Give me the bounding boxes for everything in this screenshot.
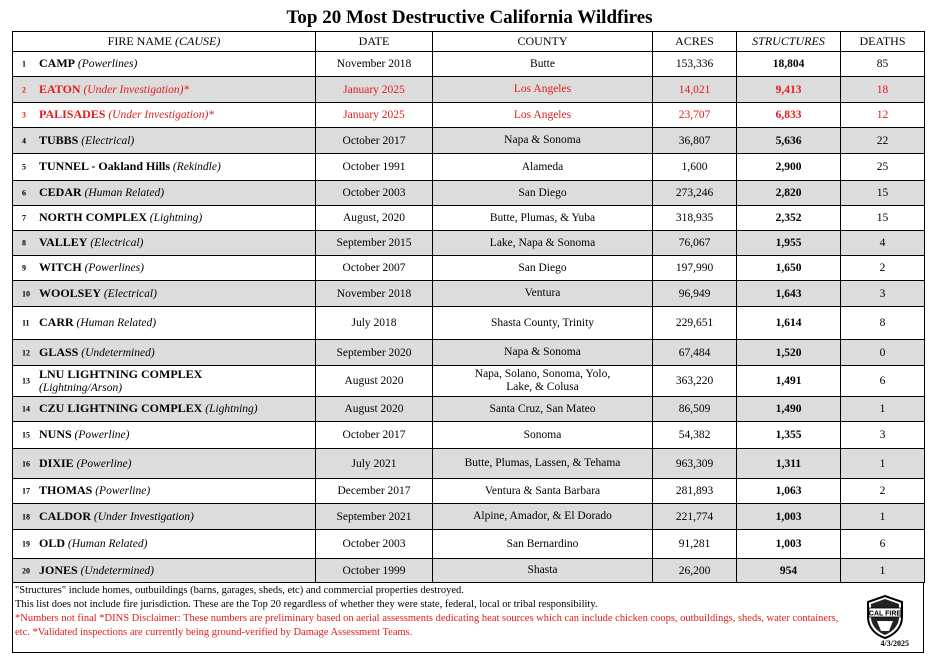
date-stamp: 4/3/2025 [880, 639, 909, 648]
table-row [13, 307, 925, 340]
cal-fire-shield-icon [865, 595, 905, 639]
table-row [13, 504, 925, 530]
cell-structures: 1,003 [737, 504, 841, 530]
rank: 1 [22, 59, 26, 69]
cell-acres: 197,990 [653, 256, 737, 281]
fire-name: THOMAS [39, 483, 93, 497]
cell-date: January 2025 [316, 103, 433, 128]
fire-cause: (Human Related) [84, 187, 165, 199]
cell-fire-name [13, 103, 316, 128]
cell-county: Napa & Sonoma [433, 340, 653, 366]
cell-date: December 2017 [316, 479, 433, 504]
cell-structures: 5,636 [737, 128, 841, 154]
cell-county: Alameda [433, 154, 653, 181]
rank: 8 [22, 238, 26, 248]
cell-date: September 2021 [316, 504, 433, 530]
fire-cause: (Under Investigation)* [83, 83, 190, 96]
rank: 9 [22, 263, 26, 273]
fire-cause: (Undetermined) [80, 564, 155, 577]
cell-deaths: 2 [841, 479, 925, 504]
cell-structures: 954 [737, 559, 841, 583]
table-row [13, 256, 925, 281]
cell-county: Alpine, Amador, & El Dorado [433, 504, 653, 530]
cell-deaths: 15 [841, 181, 925, 206]
cell-county: Napa & Sonoma [433, 128, 653, 154]
cell-fire-name [13, 340, 316, 366]
cell-acres: 229,651 [653, 307, 737, 340]
cell-deaths: 4 [841, 231, 925, 256]
cell-structures: 1,520 [737, 340, 841, 366]
cell-structures: 1,491 [737, 366, 841, 397]
rank: 14 [22, 404, 30, 414]
cell-deaths: 25 [841, 154, 925, 181]
fire-name: EATON [39, 81, 81, 96]
cell-structures: 1,955 [737, 231, 841, 256]
fire-cause: (Powerlines) [77, 58, 138, 70]
cell-fire-name [13, 256, 316, 281]
table-row [13, 422, 925, 449]
header-row [13, 32, 925, 52]
table-row [13, 77, 925, 103]
fire-cause: (Rekindle) [172, 161, 221, 173]
rank: 5 [22, 162, 26, 172]
rank: 19 [22, 539, 30, 549]
cell-date: July 2018 [316, 307, 433, 340]
fire-name: OLD [39, 536, 66, 550]
cell-fire-name [13, 397, 316, 422]
cell-fire-name [13, 422, 316, 449]
logo-text: CAL FIRE [868, 610, 902, 618]
fire-name: CARR [39, 315, 74, 329]
cell-deaths: 18 [841, 77, 925, 103]
cell-county: Butte [433, 52, 653, 77]
note-jurisdiction: This list does not include fire jurisdiction. These are the Top 20 regardless of whether they were state, federal, local or tribal responsibility. [15, 599, 598, 610]
cell-acres: 153,336 [653, 52, 737, 77]
fire-name: VALLEY [39, 235, 88, 249]
table-row [13, 103, 925, 128]
fire-cause: (Electrical) [90, 237, 144, 249]
cell-acres: 91,281 [653, 530, 737, 559]
fire-cause: (Under Investigation)* [108, 109, 215, 121]
cell-acres: 86,509 [653, 397, 737, 422]
table-row [13, 281, 925, 307]
table-row [13, 449, 925, 479]
rank: 18 [22, 512, 30, 521]
fire-cause: (Undetermined) [81, 346, 155, 359]
rank: 13 [22, 376, 30, 386]
cell-deaths: 1 [841, 449, 925, 479]
cell-structures: 2,352 [737, 206, 841, 231]
cell-structures: 1,063 [737, 479, 841, 504]
rank: 7 [22, 213, 26, 223]
fire-name: CALDOR [39, 508, 92, 523]
cell-county: Sonoma [433, 422, 653, 449]
cell-date: November 2018 [316, 52, 433, 77]
cell-county: Napa, Solano, Sonoma, Yolo, Lake, & Colusa [433, 366, 653, 397]
cell-acres: 14,021 [653, 77, 737, 103]
rank: 17 [22, 486, 30, 496]
cell-structures: 6,833 [737, 103, 841, 128]
fire-name: GLASS [39, 344, 79, 359]
cell-acres: 96,949 [653, 281, 737, 307]
fire-cause: (Powerlines) [84, 262, 144, 274]
fire-cause: (Powerline) [74, 429, 130, 441]
rank: 10 [22, 289, 30, 298]
fire-name: DIXIE [39, 455, 74, 470]
cell-structures: 18,804 [737, 52, 841, 77]
cell-fire-name [13, 52, 316, 77]
rank: 15 [22, 430, 30, 440]
fire-cause: (Powerline) [76, 457, 132, 470]
fire-name: PALISADES [39, 107, 106, 121]
cell-deaths: 85 [841, 52, 925, 77]
wildfire-table [12, 31, 925, 583]
cell-date: October 2007 [316, 256, 433, 281]
cell-structures: 9,413 [737, 77, 841, 103]
header-acres: ACRES [653, 32, 737, 52]
cell-structures: 1,490 [737, 397, 841, 422]
cell-fire-name [13, 154, 316, 181]
cell-fire-name [13, 181, 316, 206]
fire-name: TUBBS [39, 132, 79, 147]
cell-acres: 221,774 [653, 504, 737, 530]
cell-structures: 1,003 [737, 530, 841, 559]
cell-structures: 1,650 [737, 256, 841, 281]
fire-name: NUNS [39, 427, 72, 441]
fire-name: CEDAR [39, 185, 82, 199]
cell-deaths: 1 [841, 559, 925, 583]
rank: 6 [22, 188, 26, 198]
cell-acres: 26,200 [653, 559, 737, 583]
table-row [13, 52, 925, 77]
fire-cause: (Lightning/Arson) [39, 381, 123, 394]
cell-county: Butte, Plumas, & Yuba [433, 206, 653, 231]
cell-county: Butte, Plumas, Lassen, & Tehama [433, 449, 653, 479]
fire-cause: (Human Related) [76, 317, 157, 329]
fire-cause: (Electrical) [81, 134, 135, 147]
cell-date: October 2003 [316, 530, 433, 559]
fire-name: CZU LIGHTNING COMPLEX [39, 401, 203, 415]
cell-acres: 54,382 [653, 422, 737, 449]
table-row [13, 231, 925, 256]
table-row [13, 397, 925, 422]
cell-deaths: 1 [841, 397, 925, 422]
rank: 11 [22, 318, 30, 328]
cell-deaths: 6 [841, 530, 925, 559]
header-county: COUNTY [433, 32, 653, 52]
fire-cause: (Powerline) [95, 485, 151, 497]
rank: 12 [22, 348, 30, 357]
fire-cause: (Under Investigation) [93, 510, 194, 523]
fire-name: JONES [39, 562, 78, 577]
cell-fire-name [13, 530, 316, 559]
cell-county: San Diego [433, 181, 653, 206]
cell-structures: 1,355 [737, 422, 841, 449]
fire-name: TUNNEL - Oakland Hills [39, 159, 171, 173]
page-title: Top 20 Most Destructive California Wildfires [286, 7, 653, 28]
cell-deaths: 8 [841, 307, 925, 340]
header-fire-name: FIRE NAME (CAUSE) [13, 32, 316, 52]
fire-name: CAMP [39, 56, 75, 70]
cell-date: September 2015 [316, 231, 433, 256]
fire-name: WITCH [39, 260, 82, 274]
fire-name: WOOLSEY [39, 285, 102, 300]
cell-structures: 2,820 [737, 181, 841, 206]
table-row [13, 181, 925, 206]
cell-date: August 2020 [316, 366, 433, 397]
cell-fire-name [13, 307, 316, 340]
fire-cause: (Lightning) [205, 403, 258, 415]
cell-deaths: 3 [841, 422, 925, 449]
fire-name: LNU LIGHTNING COMPLEX [39, 366, 203, 381]
cell-date: October 1991 [316, 154, 433, 181]
cell-fire-name [13, 128, 316, 154]
cell-structures: 1,614 [737, 307, 841, 340]
table-row [13, 479, 925, 504]
cell-deaths: 0 [841, 340, 925, 366]
table-row [13, 530, 925, 559]
cell-acres: 281,893 [653, 479, 737, 504]
cell-county: Shasta [433, 559, 653, 583]
cell-date: October 2017 [316, 422, 433, 449]
footer-notes [12, 583, 924, 653]
cell-acres: 318,935 [653, 206, 737, 231]
cell-fire-name [13, 479, 316, 504]
note-structures: "Structures" include homes, outbuildings (barns, garages, sheds, etc) and commercial properties destroyed. [15, 585, 464, 596]
notes [15, 584, 855, 640]
cell-deaths: 1 [841, 504, 925, 530]
cell-acres: 363,220 [653, 366, 737, 397]
cell-fire-name [13, 281, 316, 307]
cell-structures: 2,900 [737, 154, 841, 181]
fire-cause: (Electrical) [103, 287, 157, 300]
cell-structures: 1,311 [737, 449, 841, 479]
cell-fire-name [13, 559, 316, 583]
cell-county: Santa Cruz, San Mateo [433, 397, 653, 422]
cell-county: Los Angeles [433, 77, 653, 103]
cell-county: Lake, Napa & Sonoma [433, 231, 653, 256]
header-deaths: DEATHS [841, 32, 925, 52]
cell-deaths: 15 [841, 206, 925, 231]
cell-acres: 963,309 [653, 449, 737, 479]
cell-deaths: 2 [841, 256, 925, 281]
cell-county: Ventura [433, 281, 653, 307]
cell-date: August 2020 [316, 397, 433, 422]
cell-date: July 2021 [316, 449, 433, 479]
cell-structures: 1,643 [737, 281, 841, 307]
rank: 4 [22, 136, 26, 145]
cell-date: November 2018 [316, 281, 433, 307]
cell-date: October 2017 [316, 128, 433, 154]
cell-county: Los Angeles [433, 103, 653, 128]
rank: 2 [22, 85, 26, 94]
cell-fire-name [13, 206, 316, 231]
cell-fire-name [13, 366, 316, 397]
table-row [13, 366, 925, 397]
rank: 3 [22, 110, 26, 120]
table-row [13, 340, 925, 366]
cell-acres: 36,807 [653, 128, 737, 154]
cell-date: January 2025 [316, 77, 433, 103]
fire-cause: (Human Related) [67, 538, 148, 550]
cell-county: San Diego [433, 256, 653, 281]
table-row [13, 128, 925, 154]
header-date: DATE [316, 32, 433, 52]
cell-date: October 2003 [316, 181, 433, 206]
cell-fire-name [13, 449, 316, 479]
cell-acres: 23,707 [653, 103, 737, 128]
cell-acres: 1,600 [653, 154, 737, 181]
cell-date: October 1999 [316, 559, 433, 583]
cell-deaths: 22 [841, 128, 925, 154]
cell-county: Ventura & Santa Barbara [433, 479, 653, 504]
fire-cause: (Lightning) [149, 212, 203, 224]
cell-fire-name [13, 504, 316, 530]
table-row [13, 559, 925, 583]
table-row [13, 154, 925, 181]
cell-fire-name [13, 77, 316, 103]
cell-deaths: 6 [841, 366, 925, 397]
cell-county: Shasta County, Trinity [433, 307, 653, 340]
cell-date: August, 2020 [316, 206, 433, 231]
cell-acres: 76,067 [653, 231, 737, 256]
table-row [13, 206, 925, 231]
cell-acres: 273,246 [653, 181, 737, 206]
rank: 16 [22, 459, 30, 468]
cell-county: San Bernardino [433, 530, 653, 559]
rank: 20 [22, 566, 30, 575]
cell-acres: 67,484 [653, 340, 737, 366]
header-structures: STRUCTURES [737, 32, 841, 52]
cell-fire-name [13, 231, 316, 256]
note-disclaimer: *Numbers not final *DINS Disclaimer: These numbers are preliminary based on aerial assessments dedicating heat sources which can include chicken coops, outbuildings, sheds, water containers, etc. *Validated inspections are currently being ground-verified by Damage Assessment Teams. [15, 613, 839, 638]
fire-name: NORTH COMPLEX [39, 210, 147, 224]
cell-deaths: 3 [841, 281, 925, 307]
cell-deaths: 12 [841, 103, 925, 128]
cell-date: September 2020 [316, 340, 433, 366]
